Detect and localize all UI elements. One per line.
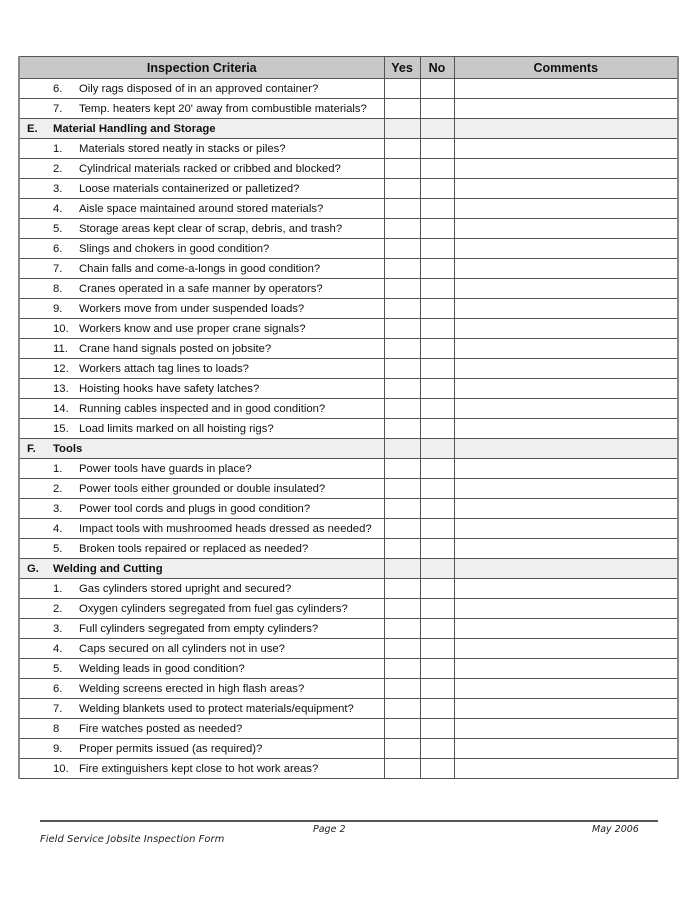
criteria-cell: [19, 99, 384, 119]
criteria-cell: [19, 299, 384, 319]
no-checkbox-cell[interactable]: [420, 599, 454, 619]
criteria-cell: [19, 739, 384, 759]
comments-cell: [454, 439, 678, 459]
section-header-row: [19, 559, 678, 579]
yes-checkbox-cell[interactable]: [384, 399, 420, 419]
yes-checkbox-cell[interactable]: [384, 659, 420, 679]
item-text: Gas cylinders stored upright and secured?: [79, 582, 292, 595]
comments-field[interactable]: [454, 419, 678, 439]
table-row: [19, 159, 678, 179]
yes-checkbox-cell[interactable]: [384, 99, 420, 119]
table-row: [19, 319, 678, 339]
section-title-cell: [19, 559, 384, 579]
no-checkbox-cell[interactable]: [420, 239, 454, 259]
no-checkbox-cell[interactable]: [420, 759, 454, 779]
no-checkbox-cell[interactable]: [420, 339, 454, 359]
no-checkbox-cell[interactable]: [420, 279, 454, 299]
item-number: 6.: [53, 242, 63, 255]
no-checkbox-cell[interactable]: [420, 99, 454, 119]
item-number: 3.: [53, 622, 63, 635]
comments-field[interactable]: [454, 139, 678, 159]
section-letter: F.: [27, 442, 36, 455]
criteria-cell: [19, 279, 384, 299]
comments-field[interactable]: [454, 519, 678, 539]
item-number: 14.: [53, 402, 69, 415]
comments-field[interactable]: [454, 259, 678, 279]
no-checkbox-cell[interactable]: [420, 519, 454, 539]
criteria-cell: [19, 259, 384, 279]
yes-checkbox-cell[interactable]: [384, 299, 420, 319]
no-checkbox-cell[interactable]: [420, 719, 454, 739]
item-number: 3.: [53, 182, 63, 195]
table-row: [19, 419, 678, 439]
table-header-row: [19, 57, 678, 79]
item-text: Running cables inspected and in good condition?: [79, 402, 326, 415]
table-row: [19, 479, 678, 499]
comments-field[interactable]: [454, 399, 678, 419]
yes-checkbox-cell[interactable]: [384, 159, 420, 179]
item-number: 5.: [53, 542, 63, 555]
no-checkbox-cell[interactable]: [420, 419, 454, 439]
no-checkbox-cell[interactable]: [420, 699, 454, 719]
table-row: [19, 639, 678, 659]
item-number: 3.: [53, 502, 63, 515]
item-number: 1.: [53, 582, 63, 595]
item-number: 2.: [53, 162, 63, 175]
item-number: 12.: [53, 362, 69, 375]
section-header-row: [19, 439, 678, 459]
header-yes: Yes: [384, 57, 420, 79]
yes-cell: [384, 439, 420, 459]
yes-checkbox-cell[interactable]: [384, 319, 420, 339]
comments-field[interactable]: [454, 719, 678, 739]
criteria-cell: [19, 379, 384, 399]
no-checkbox-cell[interactable]: [420, 479, 454, 499]
no-checkbox-cell[interactable]: [420, 79, 454, 99]
table-body: [19, 79, 678, 779]
item-text: Oily rags disposed of in an approved container?: [79, 82, 319, 95]
table-row: [19, 459, 678, 479]
item-number: 1.: [53, 142, 63, 155]
item-number: 13.: [53, 382, 69, 395]
no-checkbox-cell[interactable]: [420, 299, 454, 319]
criteria-cell: [19, 459, 384, 479]
section-header-row: [19, 119, 678, 139]
criteria-cell: [19, 499, 384, 519]
item-text: Storage areas kept clear of scrap, debris, and trash?: [79, 222, 343, 235]
item-text: Welding leads in good condition?: [79, 662, 245, 675]
footer-divider: [40, 820, 658, 822]
item-number: 1.: [53, 462, 63, 475]
yes-checkbox-cell[interactable]: [384, 219, 420, 239]
item-number: 8.: [53, 282, 63, 295]
item-number: 2.: [53, 482, 63, 495]
yes-cell: [384, 119, 420, 139]
table-row: [19, 359, 678, 379]
yes-checkbox-cell[interactable]: [384, 339, 420, 359]
item-text: Caps secured on all cylinders not in use?: [79, 642, 285, 655]
table-row: [19, 139, 678, 159]
criteria-cell: [19, 179, 384, 199]
criteria-cell: [19, 199, 384, 219]
no-checkbox-cell[interactable]: [420, 379, 454, 399]
no-checkbox-cell[interactable]: [420, 399, 454, 419]
item-number: 11.: [53, 342, 68, 355]
yes-checkbox-cell[interactable]: [384, 579, 420, 599]
criteria-cell: [19, 539, 384, 559]
comments-field[interactable]: [454, 199, 678, 219]
yes-checkbox-cell[interactable]: [384, 519, 420, 539]
table-row: [19, 179, 678, 199]
criteria-cell: [19, 219, 384, 239]
comments-field[interactable]: [454, 459, 678, 479]
header-no: No: [420, 57, 454, 79]
comments-field[interactable]: [454, 159, 678, 179]
comments-field[interactable]: [454, 539, 678, 559]
item-text: Crane hand signals posted on jobsite?: [79, 342, 272, 355]
criteria-cell: [19, 519, 384, 539]
yes-checkbox-cell[interactable]: [384, 79, 420, 99]
criteria-cell: [19, 659, 384, 679]
item-text: Materials stored neatly in stacks or piles?: [79, 142, 286, 155]
item-text: Workers move from under suspended loads?: [79, 302, 305, 315]
yes-checkbox-cell[interactable]: [384, 259, 420, 279]
item-number: 6.: [53, 682, 63, 695]
criteria-cell: [19, 719, 384, 739]
no-checkbox-cell[interactable]: [420, 359, 454, 379]
criteria-cell: [19, 159, 384, 179]
item-text: Oxygen cylinders segregated from fuel gas cylinders?: [79, 602, 348, 615]
header-criteria: Inspection Criteria: [19, 57, 384, 79]
comments-field[interactable]: [454, 219, 678, 239]
comments-field[interactable]: [454, 759, 678, 779]
comments-field[interactable]: [454, 599, 678, 619]
comments-field[interactable]: [454, 499, 678, 519]
yes-cell: [384, 559, 420, 579]
table-row: [19, 539, 678, 559]
yes-checkbox-cell[interactable]: [384, 599, 420, 619]
comments-field[interactable]: [454, 239, 678, 259]
item-text: Fire extinguishers kept close to hot work areas?: [79, 762, 319, 775]
table-row: [19, 299, 678, 319]
criteria-cell: [19, 759, 384, 779]
item-number: 2.: [53, 602, 63, 615]
criteria-cell: [19, 79, 384, 99]
item-number: 7.: [53, 262, 63, 275]
table-row: [19, 579, 678, 599]
criteria-cell: [19, 699, 384, 719]
no-checkbox-cell[interactable]: [420, 179, 454, 199]
yes-checkbox-cell[interactable]: [384, 379, 420, 399]
comments-field[interactable]: [454, 179, 678, 199]
item-text: Temp. heaters kept 20' away from combustible materials?: [79, 102, 367, 115]
comments-field[interactable]: [454, 479, 678, 499]
comments-cell: [454, 119, 678, 139]
table-row: [19, 279, 678, 299]
table-row: [19, 599, 678, 619]
table-row: [19, 499, 678, 519]
item-number: 4.: [53, 642, 63, 655]
item-text: Power tools either grounded or double insulated?: [79, 482, 326, 495]
yes-checkbox-cell[interactable]: [384, 239, 420, 259]
no-checkbox-cell[interactable]: [420, 639, 454, 659]
no-cell: [420, 439, 454, 459]
no-checkbox-cell[interactable]: [420, 139, 454, 159]
item-number: 5.: [53, 222, 63, 235]
criteria-cell: [19, 579, 384, 599]
table-row: [19, 99, 678, 119]
yes-checkbox-cell[interactable]: [384, 199, 420, 219]
table-row: [19, 659, 678, 679]
comments-field[interactable]: [454, 679, 678, 699]
comments-field[interactable]: [454, 279, 678, 299]
section-title: Tools: [53, 442, 83, 455]
item-number: 9.: [53, 742, 63, 755]
item-text: Welding screens erected in high flash areas?: [79, 682, 305, 695]
criteria-cell: [19, 599, 384, 619]
comments-field[interactable]: [454, 699, 678, 719]
item-number: 10.: [53, 322, 69, 335]
item-text: Power tools have guards in place?: [79, 462, 252, 475]
yes-checkbox-cell[interactable]: [384, 479, 420, 499]
item-text: Slings and chokers in good condition?: [79, 242, 270, 255]
table-row: [19, 239, 678, 259]
table-row: [19, 339, 678, 359]
criteria-cell: [19, 339, 384, 359]
item-text: Impact tools with mushroomed heads dressed as needed?: [79, 522, 372, 535]
yes-checkbox-cell[interactable]: [384, 139, 420, 159]
yes-checkbox-cell[interactable]: [384, 359, 420, 379]
item-text: Loose materials containerized or palletized?: [79, 182, 300, 195]
item-text: Full cylinders segregated from empty cylinders?: [79, 622, 319, 635]
item-text: Welding blankets used to protect materials/equipment?: [79, 702, 354, 715]
yes-checkbox-cell[interactable]: [384, 679, 420, 699]
criteria-cell: [19, 359, 384, 379]
comments-field[interactable]: [454, 619, 678, 639]
item-text: Hoisting hooks have safety latches?: [79, 382, 260, 395]
comments-field[interactable]: [454, 299, 678, 319]
comments-field[interactable]: [454, 99, 678, 119]
footer-date: May 2006: [592, 824, 639, 835]
item-number: 10.: [53, 762, 69, 775]
table-row: [19, 719, 678, 739]
criteria-cell: [19, 319, 384, 339]
yes-checkbox-cell[interactable]: [384, 539, 420, 559]
criteria-cell: [19, 619, 384, 639]
no-checkbox-cell[interactable]: [420, 579, 454, 599]
criteria-cell: [19, 419, 384, 439]
item-text: Workers know and use proper crane signals?: [79, 322, 306, 335]
yes-checkbox-cell[interactable]: [384, 719, 420, 739]
table-row: [19, 699, 678, 719]
no-checkbox-cell[interactable]: [420, 199, 454, 219]
section-letter: E.: [27, 122, 38, 135]
yes-checkbox-cell[interactable]: [384, 739, 420, 759]
comments-cell: [454, 559, 678, 579]
comments-field[interactable]: [454, 79, 678, 99]
section-letter: G.: [27, 562, 39, 575]
comments-field[interactable]: [454, 579, 678, 599]
item-number: 5.: [53, 662, 63, 675]
item-number: 4.: [53, 202, 63, 215]
yes-checkbox-cell[interactable]: [384, 759, 420, 779]
section-title: Welding and Cutting: [53, 562, 163, 575]
no-cell: [420, 119, 454, 139]
item-number: 7.: [53, 102, 63, 115]
item-text: Proper permits issued (as required)?: [79, 742, 263, 755]
no-checkbox-cell[interactable]: [420, 619, 454, 639]
table-row: [19, 199, 678, 219]
item-text: Chain falls and come-a-longs in good condition?: [79, 262, 321, 275]
table-row: [19, 79, 678, 99]
yes-checkbox-cell[interactable]: [384, 279, 420, 299]
item-number: 9.: [53, 302, 63, 315]
no-checkbox-cell[interactable]: [420, 679, 454, 699]
item-text: Cylindrical materials racked or cribbed and blocked?: [79, 162, 341, 175]
yes-checkbox-cell[interactable]: [384, 699, 420, 719]
criteria-cell: [19, 139, 384, 159]
yes-checkbox-cell[interactable]: [384, 419, 420, 439]
criteria-cell: [19, 399, 384, 419]
table-row: [19, 759, 678, 779]
no-checkbox-cell[interactable]: [420, 499, 454, 519]
table-row: [19, 399, 678, 419]
item-number: 8: [53, 722, 60, 735]
section-title: Material Handling and Storage: [53, 122, 216, 135]
section-title-cell: [19, 119, 384, 139]
comments-field[interactable]: [454, 639, 678, 659]
item-text: Cranes operated in a safe manner by operators?: [79, 282, 323, 295]
header-comments: Comments: [454, 57, 678, 79]
criteria-cell: [19, 639, 384, 659]
no-checkbox-cell[interactable]: [420, 459, 454, 479]
comments-field[interactable]: [454, 379, 678, 399]
table-row: [19, 619, 678, 639]
table-row: [19, 679, 678, 699]
inspection-table: [18, 56, 679, 779]
table-row: [19, 259, 678, 279]
table-row: [19, 219, 678, 239]
criteria-cell: [19, 479, 384, 499]
no-cell: [420, 559, 454, 579]
table-row: [19, 379, 678, 399]
table-row: [19, 739, 678, 759]
criteria-cell: [19, 239, 384, 259]
item-text: Aisle space maintained around stored materials?: [79, 202, 324, 215]
yes-checkbox-cell[interactable]: [384, 499, 420, 519]
comments-field[interactable]: [454, 319, 678, 339]
comments-field[interactable]: [454, 659, 678, 679]
item-text: Broken tools repaired or replaced as needed?: [79, 542, 309, 555]
yes-checkbox-cell[interactable]: [384, 459, 420, 479]
no-checkbox-cell[interactable]: [420, 159, 454, 179]
comments-field[interactable]: [454, 739, 678, 759]
no-checkbox-cell[interactable]: [420, 539, 454, 559]
yes-checkbox-cell[interactable]: [384, 639, 420, 659]
footer-form-title: Field Service Jobsite Inspection Form: [40, 834, 225, 845]
no-checkbox-cell[interactable]: [420, 319, 454, 339]
comments-field[interactable]: [454, 359, 678, 379]
item-number: 4.: [53, 522, 63, 535]
item-text: Workers attach tag lines to loads?: [79, 362, 249, 375]
no-checkbox-cell[interactable]: [420, 739, 454, 759]
item-number: 7.: [53, 702, 63, 715]
footer-page-number: Page 2: [313, 824, 346, 835]
item-text: Fire watches posted as needed?: [79, 722, 243, 735]
no-checkbox-cell[interactable]: [420, 659, 454, 679]
table-row: [19, 519, 678, 539]
item-number: 6.: [53, 82, 63, 95]
item-number: 15.: [53, 422, 69, 435]
no-checkbox-cell[interactable]: [420, 259, 454, 279]
yes-checkbox-cell[interactable]: [384, 179, 420, 199]
section-title-cell: [19, 439, 384, 459]
no-checkbox-cell[interactable]: [420, 219, 454, 239]
criteria-cell: [19, 679, 384, 699]
item-text: Power tool cords and plugs in good condition?: [79, 502, 311, 515]
comments-field[interactable]: [454, 339, 678, 359]
item-text: Load limits marked on all hoisting rigs?: [79, 422, 274, 435]
yes-checkbox-cell[interactable]: [384, 619, 420, 639]
